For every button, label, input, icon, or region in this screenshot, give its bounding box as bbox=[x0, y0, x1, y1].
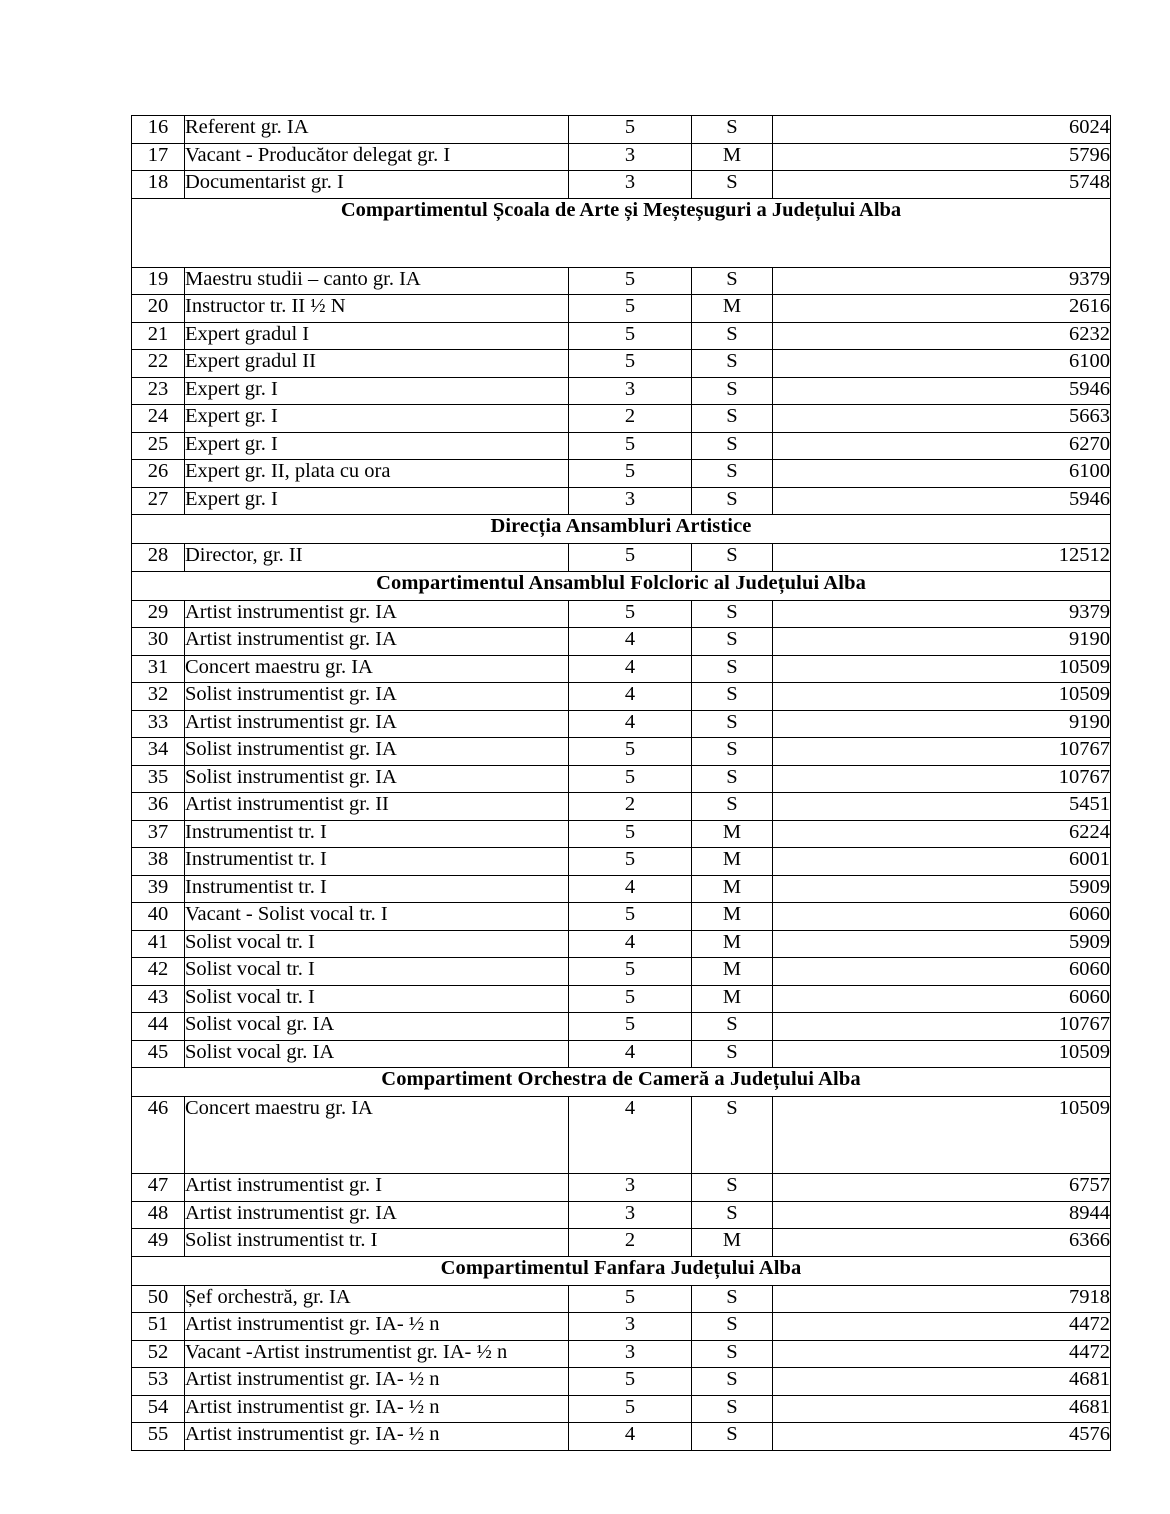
salary-value: 10509 bbox=[773, 683, 1111, 711]
position-name: Concert maestru gr. IA bbox=[185, 1097, 569, 1174]
position-name: Director, gr. II bbox=[185, 544, 569, 572]
gradation-value: 5 bbox=[569, 295, 692, 323]
salary-value: 12512 bbox=[773, 544, 1111, 572]
gradation-value: 3 bbox=[569, 1313, 692, 1341]
section-title: Compartimentul Școala de Arte și Meșteșuguri a Județului Alba bbox=[132, 198, 1111, 267]
table-row bbox=[132, 460, 1111, 488]
row-number: 41 bbox=[132, 930, 185, 958]
row-number: 16 bbox=[132, 116, 185, 144]
gradation-value: 4 bbox=[569, 875, 692, 903]
table-row bbox=[132, 1229, 1111, 1257]
table-row bbox=[132, 958, 1111, 986]
row-number: 37 bbox=[132, 820, 185, 848]
gradation-value: 4 bbox=[569, 628, 692, 656]
studies-value: M bbox=[692, 848, 773, 876]
salary-value: 10509 bbox=[773, 1097, 1111, 1174]
table-row bbox=[132, 765, 1111, 793]
table-row bbox=[132, 985, 1111, 1013]
gradation-value: 5 bbox=[569, 820, 692, 848]
gradation-value: 2 bbox=[569, 793, 692, 821]
salary-value: 10509 bbox=[773, 1040, 1111, 1068]
studies-value: S bbox=[692, 655, 773, 683]
row-number: 31 bbox=[132, 655, 185, 683]
gradation-value: 5 bbox=[569, 350, 692, 378]
row-number: 18 bbox=[132, 171, 185, 199]
table-row bbox=[132, 267, 1111, 295]
row-number: 34 bbox=[132, 738, 185, 766]
salary-value: 10767 bbox=[773, 738, 1111, 766]
table-row bbox=[132, 405, 1111, 433]
gradation-value: 5 bbox=[569, 544, 692, 572]
position-name: Solist vocal gr. IA bbox=[185, 1040, 569, 1068]
table-row bbox=[132, 820, 1111, 848]
studies-value: S bbox=[692, 683, 773, 711]
studies-value: S bbox=[692, 1097, 773, 1174]
position-name: Expert gradul I bbox=[185, 322, 569, 350]
salary-value: 2616 bbox=[773, 295, 1111, 323]
section-header-row bbox=[132, 198, 1111, 267]
salary-value: 4576 bbox=[773, 1423, 1111, 1451]
position-name: Maestru studii – canto gr. IA bbox=[185, 267, 569, 295]
salary-value: 6232 bbox=[773, 322, 1111, 350]
table-row bbox=[132, 793, 1111, 821]
row-number: 29 bbox=[132, 600, 185, 628]
position-name: Expert gr. I bbox=[185, 487, 569, 515]
studies-value: S bbox=[692, 350, 773, 378]
row-number: 30 bbox=[132, 628, 185, 656]
gradation-value: 3 bbox=[569, 143, 692, 171]
row-number: 47 bbox=[132, 1174, 185, 1202]
table-row bbox=[132, 1285, 1111, 1313]
salary-value: 5909 bbox=[773, 930, 1111, 958]
studies-value: M bbox=[692, 903, 773, 931]
table-row bbox=[132, 1013, 1111, 1041]
position-name: Artist instrumentist gr. IA- ½ n bbox=[185, 1313, 569, 1341]
studies-value: S bbox=[692, 765, 773, 793]
gradation-value: 4 bbox=[569, 683, 692, 711]
studies-value: S bbox=[692, 267, 773, 295]
salary-value: 10509 bbox=[773, 655, 1111, 683]
table-row bbox=[132, 1040, 1111, 1068]
position-name: Artist instrumentist gr. II bbox=[185, 793, 569, 821]
row-number: 22 bbox=[132, 350, 185, 378]
section-header-row bbox=[132, 1256, 1111, 1285]
salary-value: 7918 bbox=[773, 1285, 1111, 1313]
studies-value: S bbox=[692, 322, 773, 350]
salary-value: 4681 bbox=[773, 1395, 1111, 1423]
row-number: 23 bbox=[132, 377, 185, 405]
row-number: 33 bbox=[132, 710, 185, 738]
row-number: 53 bbox=[132, 1368, 185, 1396]
row-number: 51 bbox=[132, 1313, 185, 1341]
studies-value: S bbox=[692, 1285, 773, 1313]
salary-value: 10767 bbox=[773, 1013, 1111, 1041]
position-name: Expert gr. I bbox=[185, 405, 569, 433]
studies-value: S bbox=[692, 1368, 773, 1396]
gradation-value: 4 bbox=[569, 710, 692, 738]
gradation-value: 5 bbox=[569, 460, 692, 488]
gradation-value: 5 bbox=[569, 765, 692, 793]
row-number: 55 bbox=[132, 1423, 185, 1451]
gradation-value: 5 bbox=[569, 600, 692, 628]
row-number: 36 bbox=[132, 793, 185, 821]
studies-value: S bbox=[692, 1340, 773, 1368]
salary-value: 9379 bbox=[773, 600, 1111, 628]
position-name: Vacant -Artist instrumentist gr. IA- ½ n bbox=[185, 1340, 569, 1368]
salary-value: 6100 bbox=[773, 460, 1111, 488]
salary-value: 6224 bbox=[773, 820, 1111, 848]
studies-value: S bbox=[692, 600, 773, 628]
position-name: Instrumentist tr. I bbox=[185, 875, 569, 903]
position-name: Solist instrumentist gr. IA bbox=[185, 683, 569, 711]
table-row bbox=[132, 377, 1111, 405]
gradation-value: 4 bbox=[569, 1097, 692, 1174]
position-name: Expert gr. I bbox=[185, 377, 569, 405]
row-number: 35 bbox=[132, 765, 185, 793]
table-row bbox=[132, 628, 1111, 656]
row-number: 25 bbox=[132, 432, 185, 460]
position-name: Solist vocal tr. I bbox=[185, 958, 569, 986]
table-row bbox=[132, 903, 1111, 931]
table-row bbox=[132, 655, 1111, 683]
studies-value: S bbox=[692, 1313, 773, 1341]
studies-value: S bbox=[692, 1174, 773, 1202]
position-name: Documentarist gr. I bbox=[185, 171, 569, 199]
position-name: Solist vocal gr. IA bbox=[185, 1013, 569, 1041]
position-name: Artist instrumentist gr. IA- ½ n bbox=[185, 1395, 569, 1423]
gradation-value: 5 bbox=[569, 848, 692, 876]
studies-value: M bbox=[692, 985, 773, 1013]
row-number: 42 bbox=[132, 958, 185, 986]
studies-value: S bbox=[692, 738, 773, 766]
table-row bbox=[132, 848, 1111, 876]
position-name: Artist instrumentist gr. IA- ½ n bbox=[185, 1423, 569, 1451]
position-name: Expert gradul II bbox=[185, 350, 569, 378]
position-name: Artist instrumentist gr. IA bbox=[185, 710, 569, 738]
position-name: Instrumentist tr. I bbox=[185, 820, 569, 848]
table-row bbox=[132, 1097, 1111, 1174]
row-number: 24 bbox=[132, 405, 185, 433]
salary-value: 5451 bbox=[773, 793, 1111, 821]
row-number: 54 bbox=[132, 1395, 185, 1423]
position-name: Expert gr. I bbox=[185, 432, 569, 460]
gradation-value: 3 bbox=[569, 487, 692, 515]
salary-value: 4681 bbox=[773, 1368, 1111, 1396]
position-name: Șef orchestră, gr. IA bbox=[185, 1285, 569, 1313]
studies-value: M bbox=[692, 143, 773, 171]
position-name: Concert maestru gr. IA bbox=[185, 655, 569, 683]
salary-value: 6100 bbox=[773, 350, 1111, 378]
position-name: Artist instrumentist gr. IA bbox=[185, 600, 569, 628]
salary-value: 10767 bbox=[773, 765, 1111, 793]
studies-value: S bbox=[692, 544, 773, 572]
table-row bbox=[132, 544, 1111, 572]
row-number: 26 bbox=[132, 460, 185, 488]
table-row bbox=[132, 1423, 1111, 1451]
salary-value: 6757 bbox=[773, 1174, 1111, 1202]
salary-value: 6024 bbox=[773, 116, 1111, 144]
salary-value: 6366 bbox=[773, 1229, 1111, 1257]
studies-value: S bbox=[692, 1040, 773, 1068]
table-row bbox=[132, 322, 1111, 350]
row-number: 32 bbox=[132, 683, 185, 711]
table-row bbox=[132, 1174, 1111, 1202]
gradation-value: 5 bbox=[569, 116, 692, 144]
gradation-value: 5 bbox=[569, 958, 692, 986]
row-number: 44 bbox=[132, 1013, 185, 1041]
table-row bbox=[132, 1201, 1111, 1229]
salary-value: 6270 bbox=[773, 432, 1111, 460]
position-name: Expert gr. II, plata cu ora bbox=[185, 460, 569, 488]
gradation-value: 3 bbox=[569, 1201, 692, 1229]
section-header-row bbox=[132, 571, 1111, 600]
salary-value: 5748 bbox=[773, 171, 1111, 199]
table-row bbox=[132, 930, 1111, 958]
position-name: Instrumentist tr. I bbox=[185, 848, 569, 876]
position-name: Solist vocal tr. I bbox=[185, 985, 569, 1013]
position-name: Solist instrumentist gr. IA bbox=[185, 765, 569, 793]
section-title: Compartimentul Ansamblul Folcloric al Județului Alba bbox=[132, 571, 1111, 600]
position-name: Referent gr. IA bbox=[185, 116, 569, 144]
gradation-value: 2 bbox=[569, 1229, 692, 1257]
position-name: Vacant - Solist vocal tr. I bbox=[185, 903, 569, 931]
table-row bbox=[132, 738, 1111, 766]
gradation-value: 5 bbox=[569, 432, 692, 460]
studies-value: S bbox=[692, 1395, 773, 1423]
section-title: Compartimentul Fanfara Județului Alba bbox=[132, 1256, 1111, 1285]
salary-value: 5796 bbox=[773, 143, 1111, 171]
section-title: Direcția Ansambluri Artistice bbox=[132, 515, 1111, 544]
row-number: 20 bbox=[132, 295, 185, 323]
gradation-value: 4 bbox=[569, 655, 692, 683]
studies-value: S bbox=[692, 793, 773, 821]
salary-value: 5909 bbox=[773, 875, 1111, 903]
salary-value: 6060 bbox=[773, 985, 1111, 1013]
table-row bbox=[132, 1368, 1111, 1396]
studies-value: M bbox=[692, 875, 773, 903]
row-number: 17 bbox=[132, 143, 185, 171]
position-name: Artist instrumentist gr. IA- ½ n bbox=[185, 1368, 569, 1396]
salary-value: 4472 bbox=[773, 1340, 1111, 1368]
studies-value: S bbox=[692, 1201, 773, 1229]
table-row bbox=[132, 295, 1111, 323]
studies-value: M bbox=[692, 820, 773, 848]
table-row bbox=[132, 432, 1111, 460]
row-number: 39 bbox=[132, 875, 185, 903]
position-name: Instructor tr. II ½ N bbox=[185, 295, 569, 323]
studies-value: S bbox=[692, 1423, 773, 1451]
row-number: 38 bbox=[132, 848, 185, 876]
studies-value: M bbox=[692, 930, 773, 958]
studies-value: S bbox=[692, 171, 773, 199]
table-row bbox=[132, 487, 1111, 515]
studies-value: M bbox=[692, 295, 773, 323]
studies-value: S bbox=[692, 487, 773, 515]
table-body bbox=[132, 116, 1111, 1451]
studies-value: M bbox=[692, 1229, 773, 1257]
gradation-value: 4 bbox=[569, 1040, 692, 1068]
row-number: 40 bbox=[132, 903, 185, 931]
table-row bbox=[132, 143, 1111, 171]
position-name: Solist vocal tr. I bbox=[185, 930, 569, 958]
gradation-value: 5 bbox=[569, 1285, 692, 1313]
position-name: Vacant - Producător delegat gr. I bbox=[185, 143, 569, 171]
salary-value: 5946 bbox=[773, 377, 1111, 405]
table-row bbox=[132, 875, 1111, 903]
table-row bbox=[132, 350, 1111, 378]
table-row bbox=[132, 116, 1111, 144]
gradation-value: 5 bbox=[569, 985, 692, 1013]
row-number: 27 bbox=[132, 487, 185, 515]
table-row bbox=[132, 710, 1111, 738]
table-row bbox=[132, 1313, 1111, 1341]
table-row bbox=[132, 600, 1111, 628]
gradation-value: 3 bbox=[569, 171, 692, 199]
studies-value: S bbox=[692, 116, 773, 144]
gradation-value: 5 bbox=[569, 1395, 692, 1423]
table-row bbox=[132, 171, 1111, 199]
position-name: Solist instrumentist gr. IA bbox=[185, 738, 569, 766]
row-number: 19 bbox=[132, 267, 185, 295]
position-name: Artist instrumentist gr. I bbox=[185, 1174, 569, 1202]
row-number: 52 bbox=[132, 1340, 185, 1368]
salary-value: 6060 bbox=[773, 903, 1111, 931]
gradation-value: 5 bbox=[569, 903, 692, 931]
row-number: 45 bbox=[132, 1040, 185, 1068]
row-number: 28 bbox=[132, 544, 185, 572]
section-header-row bbox=[132, 1068, 1111, 1097]
gradation-value: 3 bbox=[569, 1340, 692, 1368]
gradation-value: 5 bbox=[569, 267, 692, 295]
gradation-value: 3 bbox=[569, 1174, 692, 1202]
salary-value: 5663 bbox=[773, 405, 1111, 433]
salary-value: 5946 bbox=[773, 487, 1111, 515]
gradation-value: 2 bbox=[569, 405, 692, 433]
gradation-value: 4 bbox=[569, 1423, 692, 1451]
studies-value: M bbox=[692, 958, 773, 986]
studies-value: S bbox=[692, 432, 773, 460]
studies-value: S bbox=[692, 405, 773, 433]
gradation-value: 5 bbox=[569, 1368, 692, 1396]
salary-value: 8944 bbox=[773, 1201, 1111, 1229]
salary-value: 4472 bbox=[773, 1313, 1111, 1341]
studies-value: S bbox=[692, 628, 773, 656]
gradation-value: 5 bbox=[569, 738, 692, 766]
gradation-value: 4 bbox=[569, 930, 692, 958]
section-header-row bbox=[132, 515, 1111, 544]
row-number: 50 bbox=[132, 1285, 185, 1313]
salary-value: 9190 bbox=[773, 628, 1111, 656]
staffing-table bbox=[131, 115, 1111, 1451]
studies-value: S bbox=[692, 710, 773, 738]
row-number: 49 bbox=[132, 1229, 185, 1257]
section-title: Compartiment Orchestra de Cameră a Județului Alba bbox=[132, 1068, 1111, 1097]
table-row bbox=[132, 1340, 1111, 1368]
table-row bbox=[132, 1395, 1111, 1423]
row-number: 46 bbox=[132, 1097, 185, 1174]
studies-value: S bbox=[692, 377, 773, 405]
position-name: Artist instrumentist gr. IA bbox=[185, 1201, 569, 1229]
row-number: 43 bbox=[132, 985, 185, 1013]
gradation-value: 5 bbox=[569, 1013, 692, 1041]
gradation-value: 5 bbox=[569, 322, 692, 350]
salary-value: 6060 bbox=[773, 958, 1111, 986]
row-number: 21 bbox=[132, 322, 185, 350]
salary-value: 6001 bbox=[773, 848, 1111, 876]
row-number: 48 bbox=[132, 1201, 185, 1229]
table-row bbox=[132, 683, 1111, 711]
gradation-value: 3 bbox=[569, 377, 692, 405]
salary-value: 9190 bbox=[773, 710, 1111, 738]
position-name: Artist instrumentist gr. IA bbox=[185, 628, 569, 656]
position-name: Solist instrumentist tr. I bbox=[185, 1229, 569, 1257]
studies-value: S bbox=[692, 1013, 773, 1041]
studies-value: S bbox=[692, 460, 773, 488]
salary-value: 9379 bbox=[773, 267, 1111, 295]
